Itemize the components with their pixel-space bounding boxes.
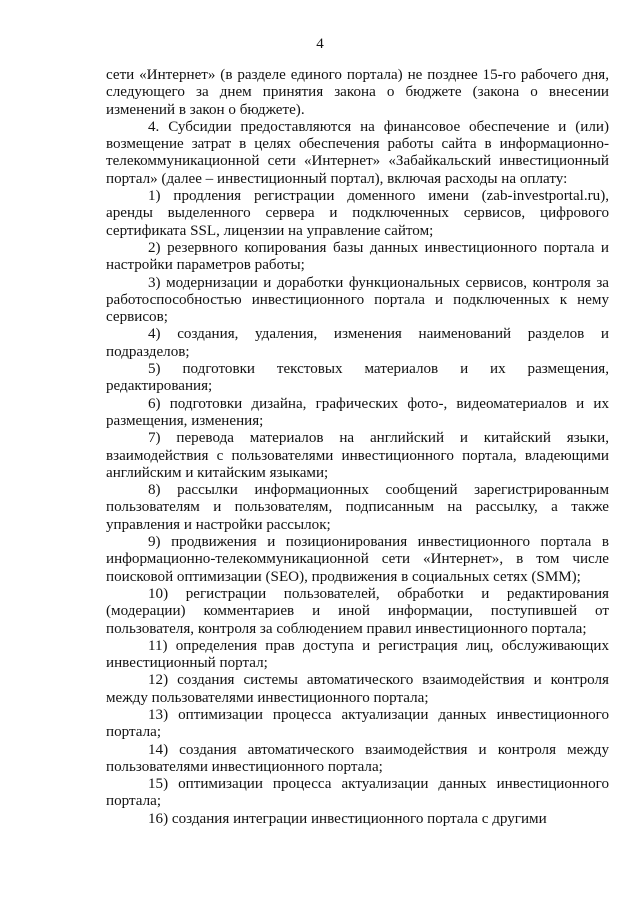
list-item: 16) создания интеграции инвестиционного портала с другими: [148, 810, 547, 827]
list-item: 13) оптимизации процесса актуализации данных инвестиционного портала;: [106, 706, 609, 741]
list-item: 8) рассылки информационных сообщений зарегистрированным пользователям и пользователям, подписанным на рассылку, а также управления и настройки рассылок;: [106, 482, 609, 533]
list-item: 10) регистрации пользователей, обработки и редактирования (модерации) комментариев и иной информации, поступившей от пользователя, контроля за соблюдением правил инвестиционного портала;: [106, 585, 609, 637]
document-body: [106, 67, 609, 828]
list-item: 6) подготовки дизайна, графических фото-, видеоматериалов и их размещения, изменения;: [106, 395, 609, 429]
list-item: 7) перевода материалов на английский и китайский языки, взаимодействия с пользователями инвестиционного портала, владеющими английским и китайским языками;: [106, 430, 609, 481]
list-item: 1) продления регистрации доменного имени (zab-investportal.ru), аренды выделенного сервера и подключенных сервисов, цифрового сертификата SSL, лицензии на управление сайтом;: [106, 188, 609, 239]
paragraph: 4. Субсидии предоставляются на финансовое обеспечение и (или) возмещение затрат в целях обеспечения работы сайта в информационно-телекоммуникационной сети «Интернет» «Забайкальский инвестиционный портал» (далее – инвестиционный портал), включая расходы на оплату:: [106, 118, 609, 187]
list-item: 3) модернизации и доработки функциональных сервисов, контроля за работоспособностью инвестиционного портала и подключенных к нему сервисов;: [106, 274, 609, 326]
list-item: 12) создания системы автоматического взаимодействия и контроля между пользователями инвестиционного портала;: [106, 672, 609, 706]
list-item: 14) создания автоматического взаимодействия и контроля между пользователями инвестиционного портала;: [106, 741, 609, 775]
list-item: 15) оптимизации процесса актуализации данных инвестиционного портала;: [106, 776, 609, 810]
list-item: 4) создания, удаления, изменения наименований разделов и подразделов;: [106, 326, 609, 360]
list-item: 9) продвижения и позиционирования инвестиционного портала в информационно-телекоммуникационной сети «Интернет», в том числе поисковой оптимизации (SEO), продвижения в социальных сетях (SMM);: [106, 534, 609, 585]
list-item: 11) определения прав доступа и регистрация лиц, обслуживающих инвестиционный портал;: [106, 637, 609, 672]
list-item: 5) подготовки текстовых материалов и их размещения, редактирования;: [106, 361, 609, 395]
list-item: 2) резервного копирования базы данных инвестиционного портала и настройки параметров работы;: [106, 239, 609, 274]
paragraph: сети «Интернет» (в разделе единого портала) не позднее 15-го рабочего дня, следующего за днем принятия закона о бюджете (закона о внесении изменений в закон о бюджете).: [106, 67, 609, 118]
page-number: 4: [316, 36, 324, 52]
